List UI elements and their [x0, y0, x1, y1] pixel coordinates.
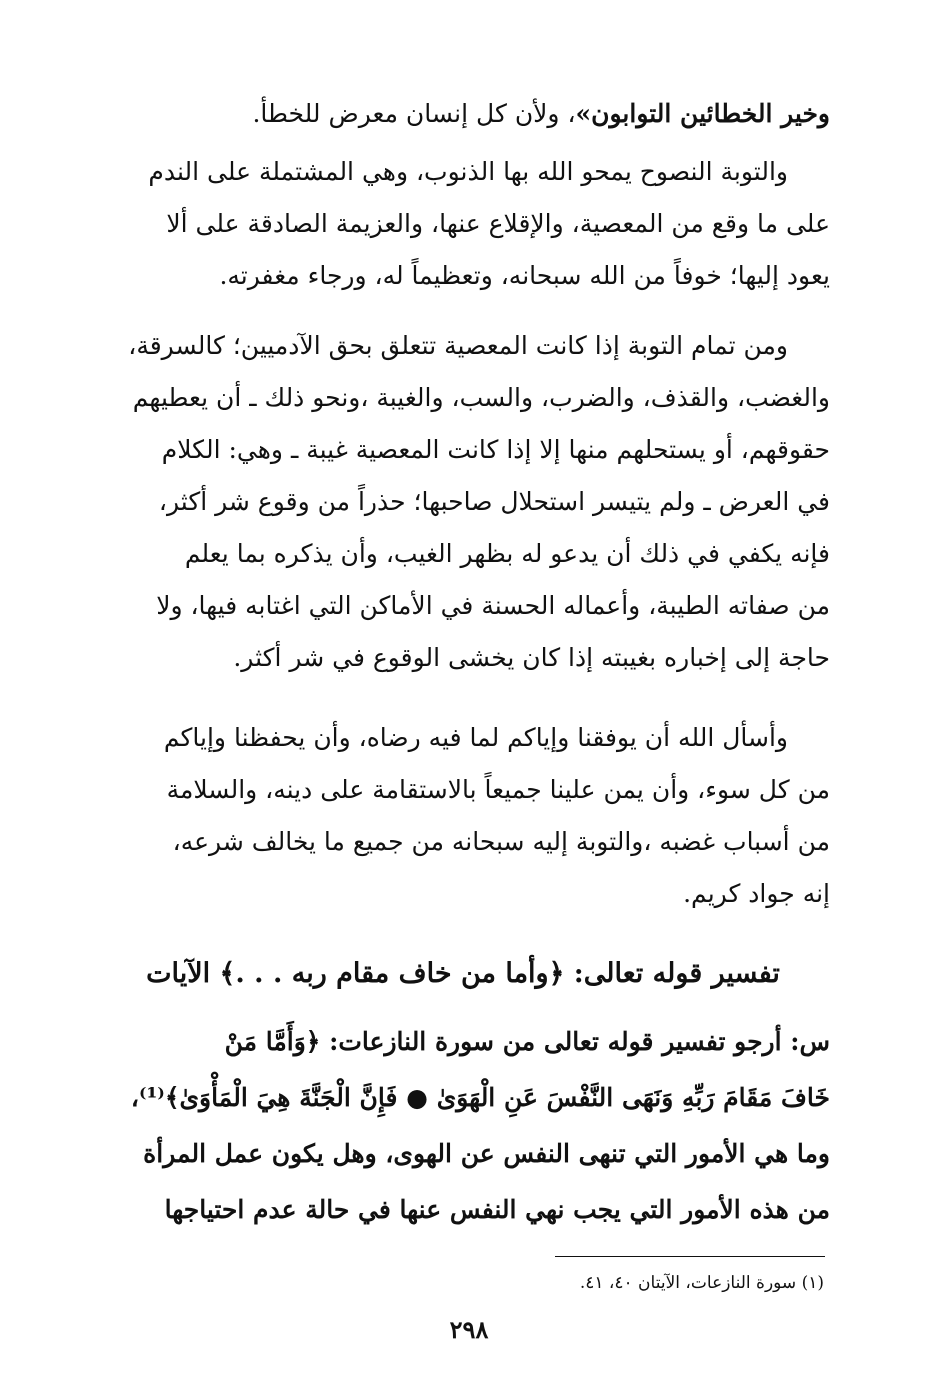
paragraph-4-line: وأسأل الله أن يوفقنا وإياكم لما فيه رضاه، وأن يحفظنا وإياكم: [163, 723, 788, 752]
paragraph-3-line: ومن تمام التوبة إذا كانت المعصية تتعلق بحق الآدميين؛ كالسرقة،: [128, 331, 788, 360]
question-line: س: أرجو تفسير قوله تعالى من سورة النازعات: ﴿وَأَمَّا مَنْ: [224, 1027, 830, 1056]
paragraph-2-line: والتوبة النصوح يمحو الله بها الذنوب، وهي المشتملة على الندم: [148, 157, 788, 186]
paragraph-2-line: على ما وقع من المعصية، والإقلاع عنها، والعزيمة الصادقة على ألا: [166, 209, 830, 238]
paragraph-1: [96, 88, 830, 140]
paragraph-3-line: حاجة إلى إخباره بغيبته إذا كان يخشى الوقوع في شر أكثر.: [233, 643, 830, 672]
paragraph-1-rest: ، ولأن كل إنسان معرض للخطأ.: [252, 99, 576, 128]
question-paragraph: [96, 1014, 830, 1238]
paragraph-3-line: من صفاته الطيبة، وأعماله الحسنة في الأماكن التي اغتابه فيها، ولا: [156, 591, 830, 620]
paragraph-1-line: [96, 88, 830, 140]
question-line: من هذه الأمور التي يجب نهي النفس عنها في حالة عدم احتياجها: [164, 1195, 830, 1224]
hadith-quote: وخير الخطائين التوابون»: [575, 99, 830, 128]
paragraph-3-line: حقوقهم، أو يستحلهم منها إلا إذا كانت المعصية غيبة ـ وهي: الكلام: [161, 435, 830, 464]
paragraph-3-line: في العرض ـ ولم يتيسر استحلال صاحبها؛ حذراً من وقوع شر أكثر،: [158, 487, 830, 516]
paragraph-4-line: إنه جواد كريم.: [683, 879, 830, 908]
paragraph-2-line: يعود إليها؛ خوفاً من الله سبحانه، وتعظيماً له، ورجاء مغفرته.: [219, 261, 830, 290]
paragraph-2: [96, 146, 830, 302]
paragraph-4-line: من أسباب غضبه ،والتوبة إليه سبحانه من جميع ما يخالف شرعه،: [172, 827, 830, 856]
paragraph-4: [96, 712, 830, 920]
page-number: ٢٩٨: [449, 1315, 489, 1344]
question-line: وما هي الأمور التي تنهى النفس عن الهوى، وهل يكون عمل المرأة: [143, 1139, 830, 1168]
paragraph-3-line: فإنه يكفي في ذلك أن يدعو له بظهر الغيب، وأن يذكره بما يعلم: [184, 539, 830, 568]
paragraph-4-line: من كل سوء، وأن يمن علينا جميعاً بالاستقامة على دينه، والسلامة: [166, 775, 830, 804]
footnote: (١) سورة النازعات، الآيتان ٤٠، ٤١.: [579, 1273, 824, 1293]
paragraph-3-line: والغضب، والقذف، والضرب، والسب، والغيبة ،ونحو ذلك ـ أن يعطيهم: [132, 383, 830, 412]
section-heading: تفسير قوله تعالى: ﴿وأما من خاف مقام ربه . . .﴾ الآيات: [146, 958, 780, 989]
paragraph-3: [96, 320, 830, 684]
footnote-divider: [555, 1256, 825, 1257]
question-line: خَافَ مَقَامَ رَبِّهِ وَنَهَى النَّفْسَ عَنِ الْهَوَىٰ ● فَإِنَّ الْجَنَّةَ هِيَ الْمَأْوَىٰ﴾⁽¹⁾،: [130, 1083, 830, 1112]
